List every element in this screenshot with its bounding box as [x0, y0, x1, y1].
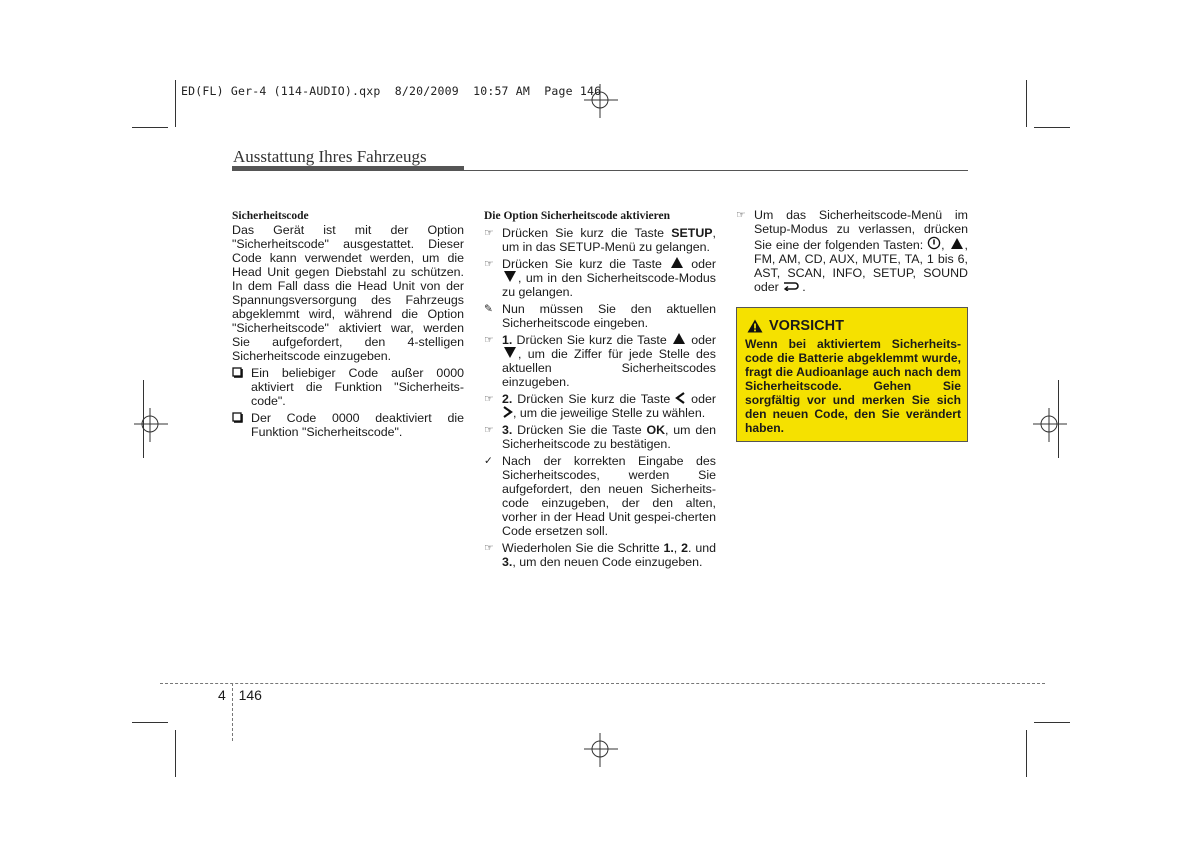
list-item-text: Nun müssen Sie den aktuellen Sicherheitscode eingeben. — [502, 302, 716, 330]
crop-mark — [175, 80, 176, 127]
heading: Die Option Sicherheitscode aktivieren — [484, 210, 671, 222]
paragraph: Das Gerät ist mit der Option "Sicherheitscode" ausgestattet. Dieser Code kann verwendet werden, um die Head Unit gegen Diebstahl zu schützen. In dem Fall dass die Head Unit von der Spannungsversorgung des Fahrzeugs abgeklemmt wird, während die Option "Sicherheitscode" aktiviert war, werden Sie aufgefordert, den 4-stelligen Sicherheitscode einzugeben. — [232, 223, 464, 363]
list-item-text: Der Code 0000 deaktiviert die Funktion "Sicherheitscode". — [251, 411, 464, 439]
print-slug: ED(FL) Ger-4 (114-AUDIO).qxp 8/20/2009 10:57 AM Page 146 — [181, 84, 602, 98]
list-item — [232, 411, 464, 439]
hand-pointer-icon: ☞ — [484, 227, 494, 239]
list-item — [484, 226, 716, 254]
crop-mark — [1058, 380, 1059, 458]
list-item — [484, 454, 716, 538]
warning-box — [736, 307, 968, 442]
checkmark-icon: ✓ — [484, 455, 493, 467]
crop-mark — [1026, 730, 1027, 777]
page-number — [218, 687, 262, 703]
crop-mark — [132, 127, 168, 128]
list-item-text: Wiederholen Sie die Schritte 1., 2. und 3., um den neuen Code einzugeben. — [502, 541, 716, 569]
registration-mark-icon — [1033, 408, 1067, 442]
pencil-icon: ✎ — [484, 303, 493, 315]
eject-icon — [951, 238, 963, 249]
checkbox-bullet-icon — [232, 367, 243, 378]
page-number-value: 146 — [238, 687, 262, 703]
column-activate-security-code — [484, 209, 716, 569]
back-arrow-icon — [782, 281, 802, 291]
arrow-down-icon — [504, 271, 516, 282]
hand-pointer-icon: ☞ — [484, 542, 494, 554]
warning-title: VORSICHT — [747, 318, 844, 334]
hand-pointer-icon: ☞ — [484, 393, 494, 405]
header-rule — [232, 166, 464, 171]
list-item — [484, 541, 716, 569]
list-item — [484, 392, 716, 420]
list-item — [484, 423, 716, 451]
checkbox-bullet-icon — [232, 412, 243, 423]
list-item — [484, 257, 716, 299]
list-item — [736, 208, 968, 294]
crop-mark — [143, 380, 144, 458]
hand-pointer-icon: ☞ — [484, 334, 494, 346]
arrow-up-icon — [673, 333, 685, 344]
warning-triangle-icon — [747, 319, 763, 333]
header-rule — [464, 170, 968, 171]
list-item — [484, 302, 716, 330]
hand-pointer-icon: ☞ — [484, 424, 494, 436]
list-item-text: Nach der korrekten Eingabe des Sicherheitscodes, werden Sie aufgefordert, den neuen Sicherheits-code einzugeben, der den alten, vorher in der Head Unit gespei-cherten Code ersetzen soll. — [502, 454, 716, 538]
list-item-text: Drücken Sie kurz die Taste oder , um in den Sicherheitscode-Modus zu gelangen. — [502, 257, 716, 299]
warning-text: Wenn bei aktiviertem Sicherheits-code die Batterie abgeklemmt wurde, fragt die Audioanlage auch nach dem Sicherheitscode. Gehen Sie sorgfältig vor und merken Sie sich den neuen Code, den Sie verändert haben. — [745, 337, 961, 435]
arrow-down-icon — [504, 347, 516, 358]
list-item-text: 2. Drücken Sie kurz die Taste oder , um die jeweilige Stelle zu wählen. — [502, 392, 716, 420]
hand-pointer-icon: ☞ — [736, 209, 746, 221]
list-item — [232, 366, 464, 408]
list-item-text: Um das Sicherheitscode-Menü im Setup-Modus zu verlassen, drücken Sie eine der folgenden Tasten: , , FM, AM, CD, AUX, MUTE, TA, 1 bis 6, AST, SCAN, INFO, SETUP, SOUND oder . — [754, 208, 968, 294]
crop-mark — [175, 730, 176, 777]
column-notes — [736, 208, 968, 294]
crop-mark — [132, 722, 168, 723]
list-item-text: 3. Drücken Sie die Taste OK, um den Sicherheitscode zu bestätigen. — [502, 423, 717, 451]
heading: Sicherheitscode — [232, 210, 309, 222]
column-security-code — [232, 209, 464, 439]
chevron-left-icon — [675, 392, 686, 404]
crop-mark — [1034, 127, 1070, 128]
list-item-text: Ein beliebiger Code außer 0000 aktiviert die Funktion "Sicherheits-code". — [251, 366, 464, 408]
footer-rule — [160, 683, 1045, 684]
power-icon — [927, 236, 941, 250]
crop-mark — [1034, 722, 1070, 723]
list-item-text: 1. Drücken Sie kurz die Taste oder , um die Ziffer für jede Stelle des aktuellen Sicherheitscodes einzugeben. — [502, 333, 717, 389]
registration-mark-icon — [584, 733, 618, 767]
registration-mark-icon — [134, 408, 168, 442]
section-title: Ausstattung Ihres Fahrzeugs — [233, 147, 427, 166]
arrow-up-icon — [671, 257, 683, 268]
list-item — [484, 333, 716, 389]
list-item-text: Drücken Sie kurz die Taste SETUP, um in das SETUP-Menü zu gelangen. — [502, 226, 716, 254]
hand-pointer-icon: ☞ — [484, 258, 494, 270]
crop-mark — [1026, 80, 1027, 127]
chevron-right-icon — [502, 406, 513, 418]
chapter-number: 4 — [218, 687, 226, 703]
